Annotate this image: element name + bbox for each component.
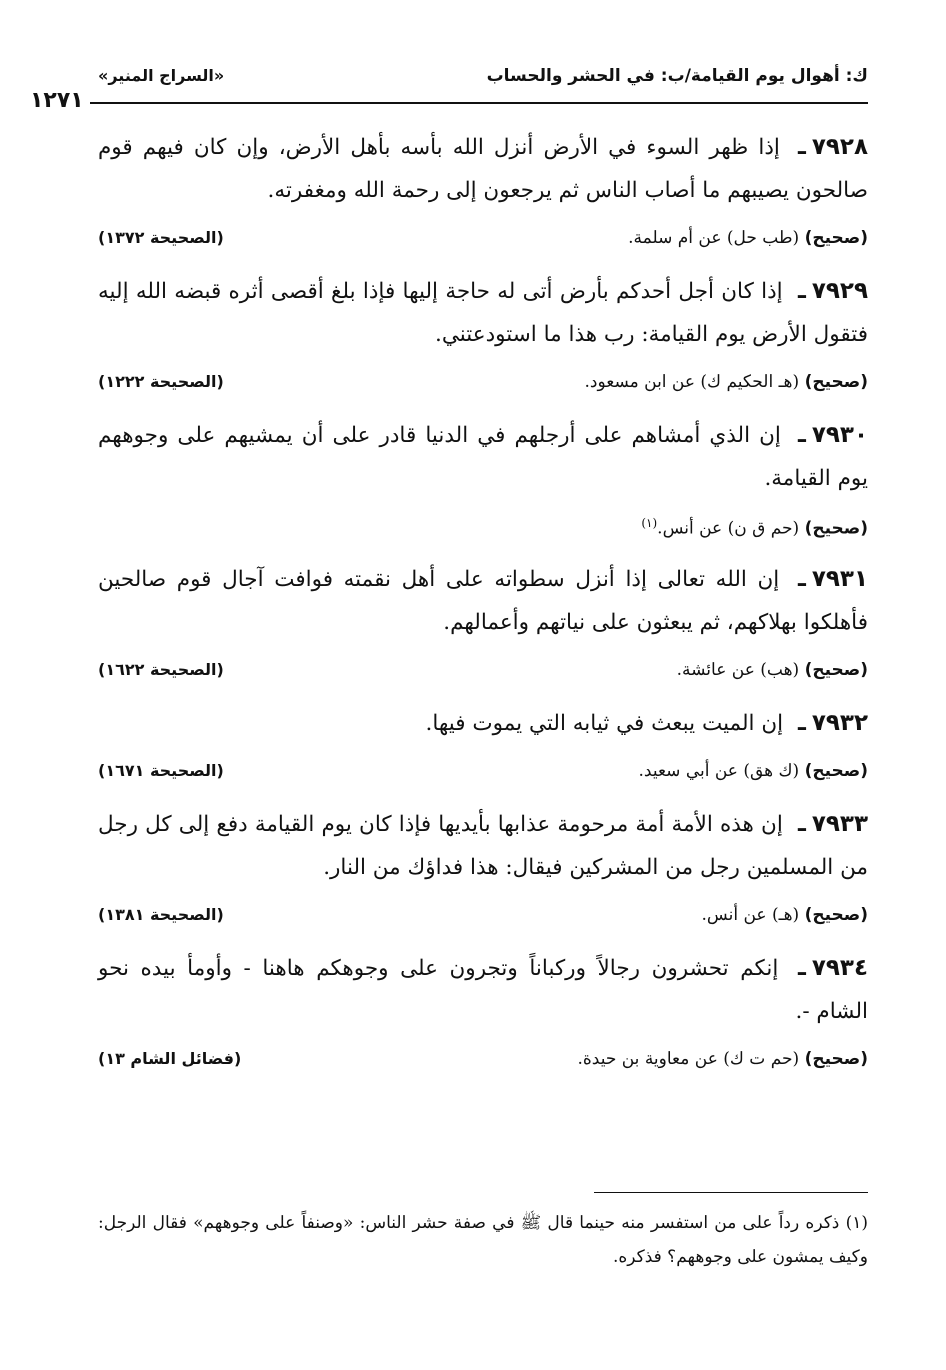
hadith-list <box>98 126 868 1091</box>
footnote-rule <box>594 1192 868 1193</box>
reference-line <box>98 510 868 550</box>
hadith-number: ٧٩٢٩ـ <box>797 278 868 304</box>
grade-label: (صحيح) <box>804 1049 868 1069</box>
hadith-number: ٧٩٣٤ـ <box>797 955 868 981</box>
hadith-text-block <box>98 803 868 889</box>
reference-line <box>98 899 868 939</box>
reference-line <box>98 366 868 406</box>
grade-and-narration <box>677 660 868 680</box>
hadith-number: ٧٩٣٢ـ <box>797 710 868 736</box>
grade-label: (صحيح) <box>804 660 868 680</box>
header-rule <box>90 102 868 104</box>
hadith-text-block <box>98 270 868 356</box>
hadith-entry <box>98 270 868 406</box>
hadith-entry <box>98 558 868 694</box>
grade-label: (صحيح) <box>804 761 868 781</box>
hadith-text-block <box>98 126 868 212</box>
reference-line <box>98 755 868 795</box>
source-reference: (الصحيحة ١٦٢٢) <box>98 660 224 679</box>
hadith-text: إذا كان أجل أحدكم بأرض أتى له حاجة إليها فإذا بلغ أقصى أثره قبضه الله إليه فتقول الأرض يوم القيامة: رب هذا ما استودعتني. <box>98 279 868 347</box>
footnote-marker[interactable]: (١) <box>641 516 658 530</box>
hadith-number: ٧٩٢٨ـ <box>797 134 868 160</box>
hadith-text: إن الذي أمشاهم على أرجلهم في الدنيا قادر على أن يمشيهم على وجوههم يوم القيامة. <box>98 423 868 491</box>
grade-label: (صحيح) <box>804 905 868 925</box>
grade-and-narration <box>628 228 868 248</box>
hadith-entry <box>98 702 868 795</box>
source-reference: (الصحيحة ١٣٧٢) <box>98 228 224 247</box>
hadith-text-block <box>98 947 868 1033</box>
grade-and-narration <box>702 905 868 925</box>
hadith-entry <box>98 947 868 1083</box>
narration: (هب) عن عائشة. <box>676 660 800 680</box>
hadith-text-block <box>98 702 868 745</box>
hadith-text: إن هذه الأمة أمة مرحومة عذابها بأيديها فإذا كان يوم القيامة دفع إلى كل رجل من المسلمين رجل من المشركين فيقال: هذا فداؤك من النار. <box>98 812 868 880</box>
reference-line <box>98 654 868 694</box>
source-reference: (الصحيحة ١٦٧١) <box>98 761 224 780</box>
grade-label: (صحيح) <box>804 228 868 248</box>
grade-and-narration <box>577 1049 868 1069</box>
hadith-text: إن الله تعالى إذا أنزل سطواته على أهل نقمته فوافت آجال قوم صالحين فأهلكوا بهلاكهم، ثم يبعثون على نياتهم وأعمالهم. <box>98 567 868 635</box>
reference-line <box>98 222 868 262</box>
hadith-entry <box>98 126 868 262</box>
hadith-number: ٧٩٣١ـ <box>797 566 868 592</box>
source-reference: (الصحيحة ١٢٢٢) <box>98 372 224 391</box>
chapter-title: ك: أهوال يوم القيامة/ب: في الحشر والحساب <box>486 66 868 86</box>
source-reference: (فضائل الشام ١٣) <box>98 1049 242 1068</box>
grade-label: (صحيح) <box>804 372 868 392</box>
hadith-entry <box>98 803 868 939</box>
grade-and-narration <box>639 761 868 781</box>
hadith-number: ٧٩٣٠ـ <box>797 422 868 448</box>
narration: (ك هق) عن أبي سعيد. <box>638 761 800 781</box>
hadith-text: إذا ظهر السوء في الأرض أنزل الله بأسه بأهل الأرض، وإن كان فيهم قوم صالحون يصيبهم ما أصاب الناس ثم يرجعون إلى رحمة الله ومغفرته. <box>98 135 868 203</box>
hadith-text-block <box>98 558 868 644</box>
hadith-entry <box>98 414 868 550</box>
narration: (هـ) عن أنس. <box>701 905 800 925</box>
narration: (حم ق ن) عن أنس. <box>657 518 800 539</box>
narration: (طب حل) عن أم سلمة. <box>628 228 800 248</box>
running-header <box>98 66 868 96</box>
grade-and-narration <box>585 372 869 392</box>
grade-and-narration <box>641 516 868 539</box>
hadith-text: إن الميت يبعث في ثيابه التي يموت فيها. <box>425 711 784 736</box>
reference-line <box>98 1043 868 1083</box>
book-title: «السراج المنير» <box>98 66 225 85</box>
narration: (حم ت ك) عن معاوية بن حيدة. <box>577 1049 800 1069</box>
source-reference: (الصحيحة ١٣٨١) <box>98 905 224 924</box>
footnote-text: (١) ذكره رداً على من استفسر منه حينما قال ﷺ في صفة حشر الناس: «وصنفاً على وجوههم» فقال الرجل: وكيف يمشون على وجوههم؟ فذكره. <box>98 1213 868 1267</box>
narration: (هـ الحكيم ك) عن ابن مسعود. <box>584 372 800 392</box>
hadith-text-block <box>98 414 868 500</box>
hadith-number: ٧٩٣٣ـ <box>797 811 868 837</box>
grade-label: (صحيح) <box>804 518 868 539</box>
page-number: ١٢٧١ <box>30 88 84 113</box>
hadith-text: إنكم تحشرون رجالاً وركباناً وتجرون على وجوهكم هاهنا - وأومأ بيده نحو الشام -. <box>98 956 868 1024</box>
